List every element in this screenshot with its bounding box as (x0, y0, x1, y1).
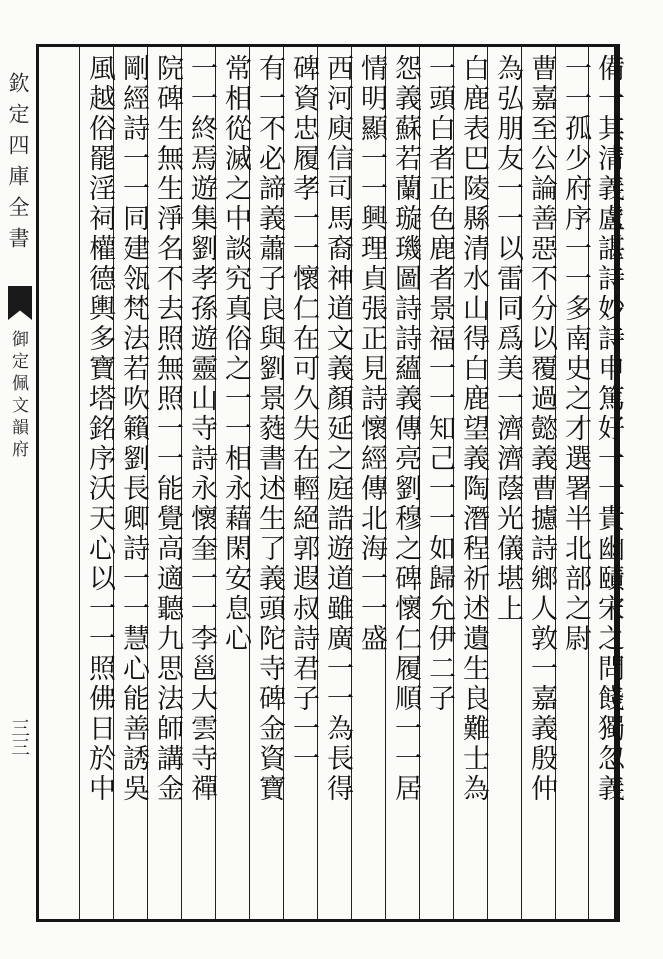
margin-book-title: 御定佩文韻府 (8, 330, 28, 462)
margin-title: 欽定四庫全書 (6, 72, 30, 258)
text-column-6: 一頭白者正色鹿者景福一一知己一一如歸允伊二子 (424, 54, 455, 714)
text-column-1: 備一其清義盧諶詩妙詩申篤好一一貴幽賾宋之問餞獨忽義 (593, 54, 624, 804)
text-column-11: 有一不必諦義蕭子良與劉景蕤書述生了義頭陀寺碑金資寶 (254, 54, 285, 804)
text-column-14: 院碑生無生淨名不去照無照一一能覺高適聽九思法師講金 (152, 54, 183, 804)
text-column-7: 怨義蘇若蘭璇璣圖詩詩蘊義傳亮劉穆之碑懷仁履順一一居 (390, 54, 421, 804)
text-column-13: 一一終焉遊集劉孝孫遊靈山寺詩永懷奎一一李邕大雲寺禪 (186, 54, 217, 804)
text-column-15: 剛經詩一一同建瓴梵法若吹籟劉長卿詩一一慧心能善誘吳 (118, 54, 149, 804)
text-column-8: 情明顯一一興理貞張正見詩懷經傳北海一一盛 (356, 54, 387, 654)
text-column-12: 常相從滅之中談究真俗之一一相永藉閑安息心 (220, 54, 251, 654)
text-column-5: 白鹿表巴陵縣清水山得白鹿望義陶潛程祈述遺生良難士為 (458, 54, 489, 804)
text-column-3: 曹嘉至公論善惡不分以覆過懿義曹攄詩鄉人敦一嘉義殷仲 (526, 54, 557, 804)
text-column-16: 風越俗罷淫祠權德輿多寶塔銘序沃天心以一一照佛日於中 (84, 54, 115, 804)
text-column-4: 為弘朋友一一以雷同爲美一濟濟蔭光儀堪上 (492, 54, 523, 624)
page-number: 三三 (8, 718, 30, 756)
text-column-10: 碑資忠履孝一一懷仁在可久失在輕絕郭遐叔詩君子一一 (288, 54, 319, 774)
text-column-2: 一一孤少府序一一多南史之才選署半北部之尉 (560, 54, 591, 654)
text-column-9: 西河庾信司馬裔神道文義顏延之庭誥遊道雖廣一一為長得 (322, 54, 353, 804)
fish-tail-mark (8, 286, 32, 320)
